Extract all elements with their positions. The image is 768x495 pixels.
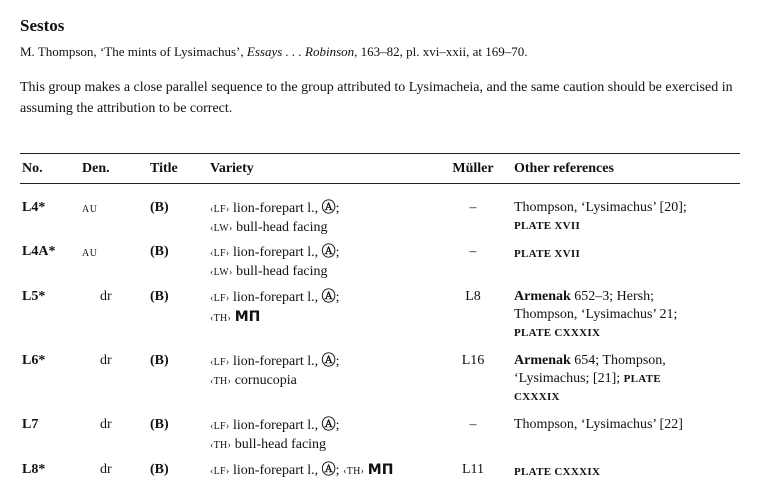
row-number: L5* [22, 289, 46, 304]
section-heading: Sestos [20, 16, 65, 35]
row-denomination: AU [82, 248, 98, 259]
row-title: (B) [150, 353, 169, 368]
row-number: L4A* [22, 244, 56, 259]
row-title: (B) [150, 200, 169, 215]
monogram-icon: Ⓐ [321, 462, 336, 478]
monogram-icon: Ⓐ [321, 244, 336, 260]
monogram-icon: Ⓐ [321, 200, 336, 216]
intro-paragraph: This group makes a close parallel sequence to the group attributed to Lysimacheia, and the same caution should be exercised in assuming the attribution to be correct. [20, 80, 733, 116]
row-variety: ‹LF› lion-forepart l., Ⓐ; ‹LW› bull-head facing [210, 200, 340, 235]
header-other-references: Other references [514, 161, 614, 176]
row-number: L7 [22, 417, 39, 432]
row-number: L4* [22, 200, 46, 215]
row-muller: L11 [461, 462, 485, 477]
row-other-references: PLATE XVII [514, 248, 581, 260]
citation-author: M. Thompson, [20, 44, 100, 59]
monogram-icon: Ⓐ [321, 353, 336, 369]
row-other-references: Armenak 652–3; Hersh; Thompson, ‘Lysimachus’ 21; PLATE CXXXIX [514, 289, 678, 339]
row-number: L8* [22, 462, 46, 477]
row-denomination: dr [100, 462, 112, 477]
citation [20, 44, 527, 60]
header-no: No. [22, 161, 43, 176]
monogram-icon: ΜΠ [234, 309, 261, 325]
monogram-icon: Ⓐ [321, 289, 336, 305]
row-variety: ‹LF› lion-forepart l., Ⓐ; ‹TH› ΜΠ [210, 289, 340, 325]
row-number: L6* [22, 353, 46, 368]
header-den: Den. [82, 161, 110, 176]
row-title: (B) [150, 244, 169, 259]
row-denomination: dr [100, 353, 112, 368]
row-muller: – [469, 244, 477, 259]
header-title: Title [150, 161, 178, 176]
monogram-icon: ΜΠ [367, 462, 394, 478]
row-other-references: Armenak 654; Thompson, ‘Lysimachus; [21]; PLATE CXXXIX [514, 353, 666, 403]
row-variety: ‹LF› lion-forepart l., Ⓐ; ‹LW› bull-head facing [210, 244, 340, 279]
row-muller: L8 [465, 289, 481, 304]
row-title: (B) [150, 462, 169, 477]
citation-journal: Essays . . . Robinson [246, 44, 355, 59]
row-title: (B) [150, 417, 169, 432]
row-other-references: Thompson, ‘Lysimachus’ [20]; PLATE XVII [514, 200, 687, 232]
header-muller: Müller [452, 161, 494, 176]
row-denomination: AU [82, 204, 98, 215]
table-top-rule [20, 153, 740, 154]
row-other-references: Thompson, ‘Lysimachus’ [22] [514, 417, 683, 432]
row-variety: ‹LF› lion-forepart l., Ⓐ; ‹TH› cornucopia [210, 353, 340, 388]
row-title: (B) [150, 289, 169, 304]
row-variety: ‹LF› lion-forepart l., Ⓐ; ‹TH› ΜΠ [210, 462, 394, 478]
monogram-icon: Ⓐ [321, 417, 336, 433]
row-denomination: dr [100, 289, 112, 304]
citation-rest: , 163–82, pl. xvi–xxii, at 169–70. [354, 44, 528, 59]
table-header-rule [20, 183, 740, 184]
citation-article: ‘The mints of Lysimachus’, [99, 44, 247, 59]
row-muller: – [469, 200, 477, 215]
row-denomination: dr [100, 417, 112, 432]
header-variety: Variety [210, 161, 254, 176]
row-muller: L16 [461, 353, 485, 368]
row-muller: – [469, 417, 477, 432]
row-variety: ‹LF› lion-forepart l., Ⓐ; ‹TH› bull-head facing [210, 417, 340, 452]
row-other-references: PLATE CXXXIX [514, 466, 601, 478]
